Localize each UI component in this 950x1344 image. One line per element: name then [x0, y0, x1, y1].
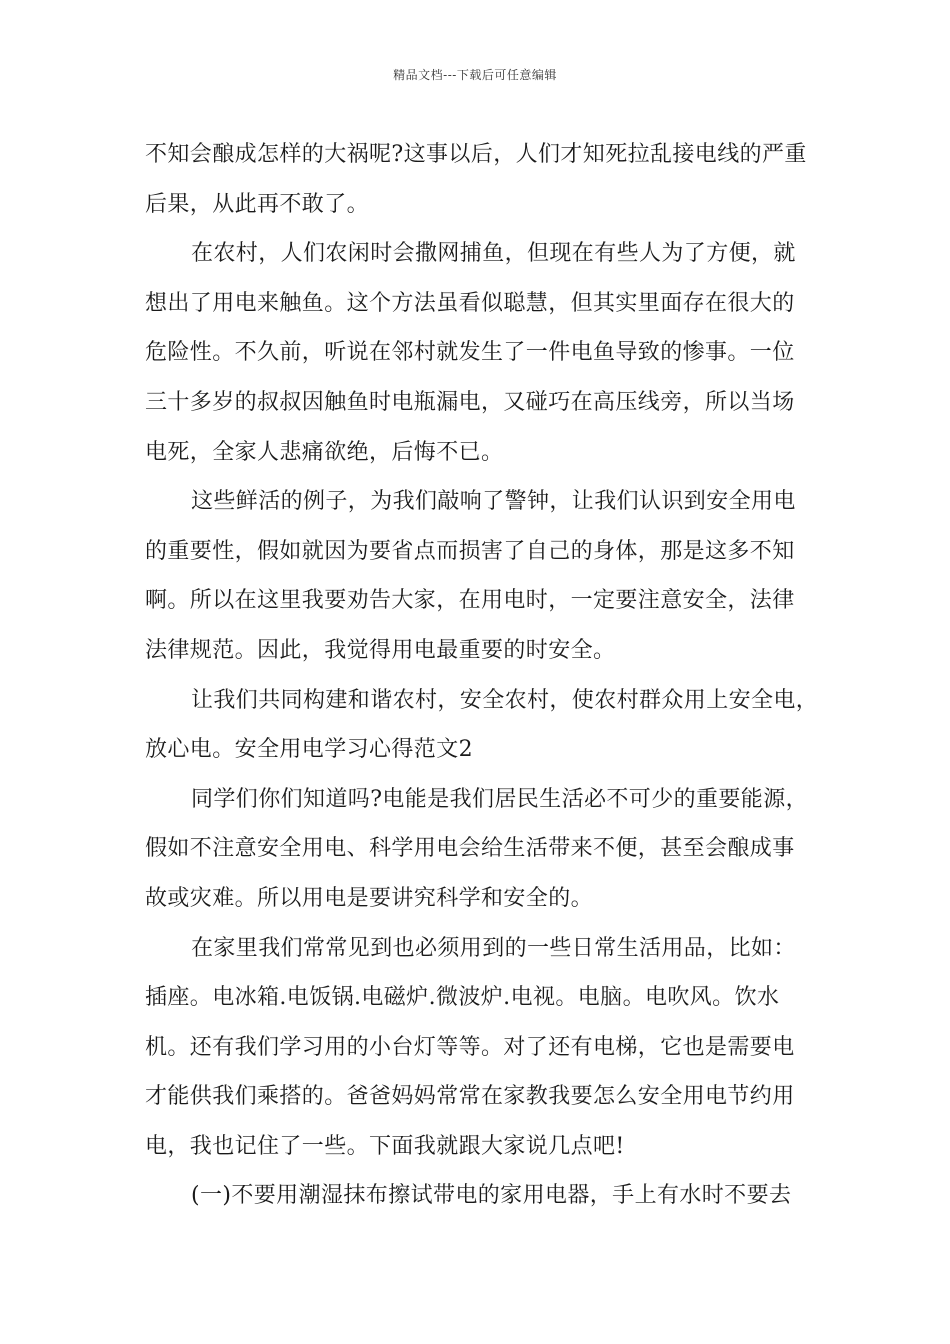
text-line: 想出了用电来触鱼。这个方法虽看似聪慧，但其实里面存在很大的 — [145, 290, 795, 316]
paragraph-start-line: 这些鲜活的例子，为我们敲响了警钟，让我们认识到安全用电 — [191, 489, 796, 515]
paragraph-start-line: 在家里我们常常见到也必须用到的一些日常生活用品，比如： — [191, 935, 796, 961]
text-line: 啊。所以在这里我要劝告大家，在用电时，一定要注意安全，法律 — [145, 588, 795, 614]
paragraph-start-line: 在农村，人们农闲时会撒网捕鱼，但现在有些人为了方便，就 — [191, 241, 796, 267]
text-line: 危险性。不久前，听说在邻村就发生了一件电鱼导致的惨事。一位 — [145, 340, 795, 366]
paragraph-start-line: 同学们你们知道吗?电能是我们居民生活必不可少的重要能源， — [191, 786, 808, 812]
text-line: 放心电。安全用电学习心得范文2 — [145, 737, 473, 763]
text-line: 假如不注意安全用电、科学用电会给生活带来不便，甚至会酿成事 — [145, 836, 795, 862]
text-line: 电，我也记住了一些。下面我就跟大家说几点吧! — [145, 1133, 625, 1159]
text-line: 三十多岁的叔叔因触鱼时电瓶漏电，又碰巧在高压线旁，所以当场 — [145, 389, 795, 415]
text-line: 机。还有我们学习用的小台灯等等。对了还有电梯，它也是需要电 — [145, 1034, 795, 1060]
text-line: 的重要性，假如就因为要省点而损害了自己的身体，那是这多不知 — [145, 538, 795, 564]
paragraph-start-line: 让我们共同构建和谐农村，安全农村，使农村群众用上安全电， — [191, 687, 819, 713]
text-line: 电死，全家人悲痛欲绝，后悔不已。 — [145, 439, 504, 465]
text-line: 后果，从此再不敢了。 — [145, 191, 370, 217]
text-line: 才能供我们乘搭的。爸爸妈妈常常在家教我要怎么安全用电节约用 — [145, 1084, 795, 1110]
paragraph-start-line: (一)不要用潮湿抹布擦试带电的家用电器，手上有水时不要去 — [191, 1183, 792, 1209]
text-line: 插座。电冰箱.电饭锅.电磁炉.微波炉.电视。电脑。电吹风。饮水 — [145, 985, 780, 1011]
document-body — [145, 130, 825, 1221]
text-line: 故或灾难。所以用电是要讲究科学和安全的。 — [145, 885, 594, 911]
page-header: 精品文档---下载后可任意编辑 — [393, 68, 557, 82]
text-line: 不知会酿成怎样的大祸呢?这事以后，人们才知死拉乱接电线的严重 — [145, 142, 807, 167]
text-line: 法律规范。因此，我觉得用电最重要的时安全。 — [145, 637, 616, 663]
